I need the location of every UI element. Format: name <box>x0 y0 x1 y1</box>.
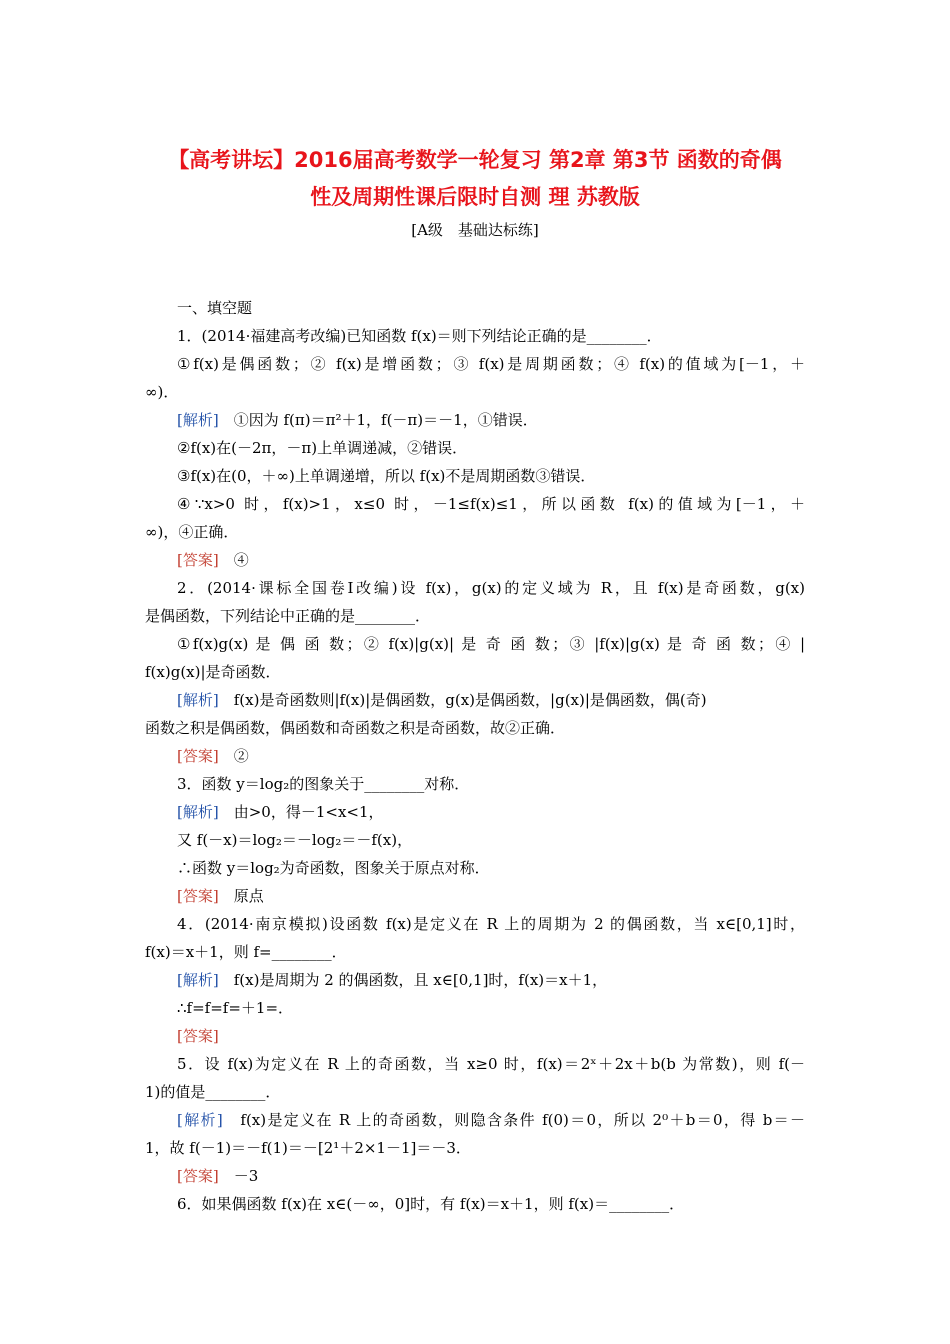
analysis-tag: [解析] <box>177 803 219 821</box>
q3-analysis-line-3: ∴函数 y＝log₂为奇函数，图象关于原点对称． <box>177 859 490 877</box>
q1-analysis-text: ①因为 f(π)＝π²＋1，f(－π)＝－1，①错误． <box>233 411 538 429</box>
q2-options-line-1: ①f(x)g(x) 是 偶 函 数；② f(x)|g(x)| 是 奇 函 数；③ |f(x)|g(x) 是 奇 函 数；④ | <box>177 635 805 653</box>
answer-tag: [答案] <box>177 887 219 905</box>
q4-analysis-line-1 <box>177 969 607 991</box>
q2-analysis-line-1 <box>177 689 707 711</box>
q4-answer <box>177 1025 219 1047</box>
q4-stem-line-1: 4．(2014·南京模拟)设函数 f(x)是定义在 R 上的周期为 2 的偶函数，当 x∈[0,1]时， <box>177 915 805 933</box>
q1-analysis-line-2: ②f(x)在(－2π，－π)上单调递减，②错误． <box>177 439 468 457</box>
q5-answer <box>177 1165 258 1187</box>
q4-stem-line-2: f(x)＝x＋1，则 f=________． <box>145 943 347 961</box>
q2-options-line-2: f(x)g(x)|是奇函数． <box>145 663 281 681</box>
q5-analysis-line-1 <box>177 1109 805 1131</box>
q3-analysis-line-1 <box>177 801 384 823</box>
q3-analysis-text: 由>0，得－1<x<1， <box>233 803 384 821</box>
answer-tag: [答案] <box>177 747 219 765</box>
q4-analysis-text: f(x)是周期为 2 的偶函数，且 x∈[0,1]时，f(x)＝x＋1， <box>233 971 608 989</box>
q5-analysis-text: f(x)是定义在 R 上的奇函数，则隐含条件 f(0)＝0，所以 2⁰＋b＝0，得 b＝－ <box>240 1111 805 1129</box>
level-heading: [A级 基础达标练] <box>411 221 539 239</box>
q2-answer-value: ② <box>233 747 249 765</box>
analysis-tag: [解析] <box>177 411 219 429</box>
q2-stem-line-2: 是偶函数，下列结论中正确的是________． <box>145 607 431 625</box>
q3-answer-value: 原点 <box>233 887 264 905</box>
q2-stem-line-1: 2．(2014·课标全国卷Ⅰ改编)设 f(x)，g(x)的定义域为 R，且 f(x)是奇函数，g(x) <box>177 579 805 597</box>
answer-tag: [答案] <box>177 1167 219 1185</box>
q1-analysis-line-1 <box>177 409 538 431</box>
q6-stem: 6．如果偶函数 f(x)在 x∈(－∞，0]时，有 f(x)＝x＋1，则 f(x)＝________． <box>177 1195 685 1213</box>
q2-answer <box>177 745 249 767</box>
q1-options-line-2: ∞)． <box>145 383 179 401</box>
q1-answer-value: ④ <box>233 551 249 569</box>
document-title-line-1: 【高考讲坛】2016届高考数学一轮复习 第2章 第3节 函数的奇偶 <box>168 148 782 172</box>
q4-analysis-line-2: ∴f=f=f=＋1=． <box>177 999 294 1017</box>
q3-analysis-line-2: 又 f(－x)＝log₂＝－log₂＝－f(x)， <box>177 831 413 849</box>
answer-tag: [答案] <box>177 1027 219 1045</box>
q2-analysis-text: f(x)是奇函数则|f(x)|是偶函数，g(x)是偶函数，|g(x)|是偶函数，偶(奇) <box>233 691 707 709</box>
analysis-tag: [解析] <box>177 691 219 709</box>
q5-stem-line-2: 1)的值是________． <box>145 1083 281 1101</box>
q5-analysis-line-2: 1，故 f(－1)＝－f(1)＝－[2¹＋2×1－1]＝－3． <box>145 1139 471 1157</box>
answer-tag: [答案] <box>177 551 219 569</box>
q1-analysis-line-5: ∞)，④正确． <box>145 523 239 541</box>
document-title-line-2: 性及周期性课后限时自测 理 苏教版 <box>310 185 640 209</box>
q1-stem: 1．(2014·福建高考改编)已知函数 f(x)＝则下列结论正确的是________． <box>177 327 662 345</box>
analysis-tag: [解析] <box>177 971 219 989</box>
section-heading: 一、填空题 <box>177 299 253 317</box>
q1-analysis-line-3: ③f(x)在(0，＋∞)上单调递增，所以 f(x)不是周期函数③错误． <box>177 467 596 485</box>
q2-analysis-line-2: 函数之积是偶函数，偶函数和奇函数之积是奇函数，故②正确． <box>145 719 566 737</box>
q1-answer <box>177 549 249 571</box>
q5-answer-value: －3 <box>233 1167 259 1185</box>
q3-stem: 3．函数 y＝log₂的图象关于________对称． <box>177 775 470 793</box>
analysis-tag: [解析] <box>177 1111 223 1129</box>
q1-analysis-line-4: ④∵x>0 时，f(x)>1，x≤0 时，－1≤f(x)≤1，所以函数 f(x)的值域为[－1，＋ <box>177 495 805 513</box>
q3-answer <box>177 885 264 907</box>
q5-stem-line-1: 5．设 f(x)为定义在 R 上的奇函数，当 x≥0 时，f(x)＝2ˣ＋2x＋b(b 为常数)，则 f(－ <box>177 1055 805 1073</box>
q1-options-line-1: ①f(x)是偶函数；② f(x)是增函数；③ f(x)是周期函数；④ f(x)的值域为[－1，＋ <box>177 355 805 373</box>
